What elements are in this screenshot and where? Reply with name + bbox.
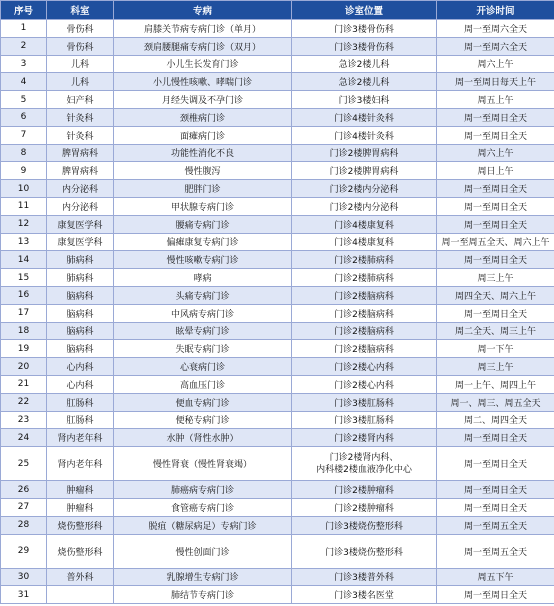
cell-serial: 24 (1, 429, 47, 447)
cell-hours: 周一至周日全天 (437, 447, 554, 481)
cell-hours: 周三上午 (437, 269, 554, 287)
table-row (1, 126, 554, 144)
table-row (1, 586, 554, 604)
table-row (1, 269, 554, 287)
cell-department: 脾胃病科 (47, 144, 114, 162)
cell-specialty: 功能性消化不良 (114, 144, 292, 162)
cell-specialty: 慢性腹泻 (114, 162, 292, 180)
cell-location: 门诊3楼普外科 (292, 568, 437, 586)
cell-specialty: 失眠专病门诊 (114, 340, 292, 358)
cell-specialty: 甲状腺专病门诊 (114, 197, 292, 215)
cell-location: 门诊2楼心内科 (292, 358, 437, 376)
cell-location-line-1: 门诊2楼肾内科、 (329, 452, 399, 463)
cell-serial: 9 (1, 162, 47, 180)
table-row (1, 215, 554, 233)
cell-department: 普外科 (47, 568, 114, 586)
cell-serial: 31 (1, 586, 47, 604)
cell-hours: 周一至周日全天 (437, 251, 554, 269)
table-row (1, 429, 554, 447)
cell-serial: 3 (1, 55, 47, 73)
cell-hours: 周一至周六全天 (437, 20, 554, 38)
table-row (1, 411, 554, 429)
cell-location: 门诊3楼肛肠科 (292, 393, 437, 411)
cell-specialty: 慢性咳嗽专病门诊 (114, 251, 292, 269)
table-row (1, 20, 554, 38)
table-row (1, 340, 554, 358)
cell-serial: 8 (1, 144, 47, 162)
cell-department: 骨伤科 (47, 20, 114, 38)
cell-serial: 19 (1, 340, 47, 358)
cell-department: 脑病科 (47, 340, 114, 358)
cell-serial: 12 (1, 215, 47, 233)
header-department: 科室 (47, 1, 114, 20)
cell-serial: 11 (1, 197, 47, 215)
cell-serial: 2 (1, 37, 47, 55)
cell-hours: 周一至周日全天 (437, 197, 554, 215)
cell-hours: 周一、周三、周五全天 (437, 393, 554, 411)
cell-hours: 周一至周日全天 (437, 108, 554, 126)
table-row (1, 73, 554, 91)
cell-department: 心内科 (47, 358, 114, 376)
cell-location: 门诊2楼脾胃病科 (292, 144, 437, 162)
cell-hours: 周一至周六全天 (437, 37, 554, 55)
cell-hours: 周一至周日全天 (437, 180, 554, 198)
cell-location: 门诊3楼烧伤整形科 (292, 534, 437, 568)
cell-serial: 30 (1, 568, 47, 586)
header-serial: 序号 (1, 1, 47, 20)
cell-serial: 28 (1, 516, 47, 534)
cell-location: 门诊4楼针灸科 (292, 126, 437, 144)
cell-location: 门诊4楼针灸科 (292, 108, 437, 126)
cell-department: 肿瘤科 (47, 498, 114, 516)
cell-serial: 7 (1, 126, 47, 144)
cell-serial: 22 (1, 393, 47, 411)
cell-hours: 周一上午、周四上午 (437, 375, 554, 393)
table-row (1, 37, 554, 55)
cell-location: 急诊2楼儿科 (292, 73, 437, 91)
cell-department: 心内科 (47, 375, 114, 393)
table-row (1, 516, 554, 534)
cell-serial: 5 (1, 91, 47, 109)
table-row (1, 197, 554, 215)
cell-specialty: 腰痛专病门诊 (114, 215, 292, 233)
cell-serial: 14 (1, 251, 47, 269)
cell-specialty: 中风病专病门诊 (114, 304, 292, 322)
cell-specialty: 高血压门诊 (114, 375, 292, 393)
table-row (1, 180, 554, 198)
table-row (1, 233, 554, 251)
table-row (1, 358, 554, 376)
cell-specialty: 偏瘫康复专病门诊 (114, 233, 292, 251)
table-row (1, 251, 554, 269)
cell-specialty: 便血专病门诊 (114, 393, 292, 411)
cell-department: 针灸科 (47, 108, 114, 126)
cell-specialty: 面瘫病门诊 (114, 126, 292, 144)
cell-hours: 周一至周日全天 (437, 586, 554, 604)
cell-hours: 周一至周日全天 (437, 126, 554, 144)
cell-specialty: 便秘专病门诊 (114, 411, 292, 429)
cell-serial: 21 (1, 375, 47, 393)
cell-department: 针灸科 (47, 126, 114, 144)
cell-location-line-2: 内科楼2楼血液净化中心 (316, 464, 412, 475)
cell-department: 肛肠科 (47, 411, 114, 429)
cell-serial: 10 (1, 180, 47, 198)
table-row (1, 304, 554, 322)
cell-location: 急诊2楼儿科 (292, 55, 437, 73)
cell-serial: 16 (1, 286, 47, 304)
cell-specialty: 小儿生长发育门诊 (114, 55, 292, 73)
table-header-row (1, 1, 554, 20)
cell-department: 儿科 (47, 55, 114, 73)
header-location: 诊室位置 (292, 1, 437, 20)
table-row (1, 162, 554, 180)
cell-department: 脾胃病科 (47, 162, 114, 180)
cell-serial: 23 (1, 411, 47, 429)
cell-specialty: 心衰病门诊 (114, 358, 292, 376)
cell-location: 门诊2楼脑病科 (292, 286, 437, 304)
cell-department: 内分泌科 (47, 197, 114, 215)
cell-hours: 周二全天、周三上午 (437, 322, 554, 340)
cell-hours: 周三上午 (437, 358, 554, 376)
cell-department: 妇产科 (47, 91, 114, 109)
table-row (1, 498, 554, 516)
cell-hours: 周一至周日全天 (437, 215, 554, 233)
cell-serial: 26 (1, 481, 47, 499)
cell-hours: 周一至周日全天 (437, 481, 554, 499)
table-row (1, 568, 554, 586)
cell-specialty: 肺结节专病门诊 (114, 586, 292, 604)
cell-hours: 周一至周五全天、周六上午 (437, 233, 554, 251)
cell-serial: 6 (1, 108, 47, 126)
cell-hours: 周一下午 (437, 340, 554, 358)
cell-specialty: 眩晕专病门诊 (114, 322, 292, 340)
cell-location: 门诊2楼心内科 (292, 375, 437, 393)
cell-department: 肺病科 (47, 269, 114, 287)
cell-department: 肾内老年科 (47, 429, 114, 447)
cell-location: 门诊2楼脑病科 (292, 322, 437, 340)
table-row (1, 375, 554, 393)
table-row (1, 144, 554, 162)
cell-hours: 周一至周日全天 (437, 304, 554, 322)
table-row (1, 286, 554, 304)
cell-hours: 周五上午 (437, 91, 554, 109)
cell-hours: 周六上午 (437, 144, 554, 162)
cell-serial: 27 (1, 498, 47, 516)
cell-department: 脑病科 (47, 304, 114, 322)
cell-serial: 29 (1, 534, 47, 568)
table-row (1, 91, 554, 109)
cell-specialty: 头痛专病门诊 (114, 286, 292, 304)
table-row (1, 322, 554, 340)
cell-specialty: 哮病 (114, 269, 292, 287)
cell-hours: 周一至周五全天 (437, 516, 554, 534)
cell-location (292, 447, 437, 481)
cell-serial: 17 (1, 304, 47, 322)
cell-serial: 15 (1, 269, 47, 287)
cell-hours: 周日上午 (437, 162, 554, 180)
cell-location: 门诊2楼脾胃病科 (292, 162, 437, 180)
cell-location: 门诊4楼康复科 (292, 215, 437, 233)
cell-serial: 1 (1, 20, 47, 38)
cell-specialty: 水肿（肾性水肿） (114, 429, 292, 447)
cell-location: 门诊3楼烧伤整形科 (292, 516, 437, 534)
cell-location: 门诊3楼肛肠科 (292, 411, 437, 429)
cell-specialty: 食管癌专病门诊 (114, 498, 292, 516)
cell-location: 门诊2楼内分泌科 (292, 180, 437, 198)
cell-location: 门诊2楼脑病科 (292, 304, 437, 322)
cell-location: 门诊2楼脑病科 (292, 340, 437, 358)
cell-location: 门诊2楼肺病科 (292, 269, 437, 287)
cell-location: 门诊2楼肾内科 (292, 429, 437, 447)
table-row (1, 447, 554, 481)
table-row (1, 481, 554, 499)
cell-serial: 13 (1, 233, 47, 251)
header-specialty: 专病 (114, 1, 292, 20)
cell-location: 门诊2楼肺病科 (292, 251, 437, 269)
cell-department: 肾内老年科 (47, 447, 114, 481)
cell-location: 门诊2楼内分泌科 (292, 197, 437, 215)
cell-hours: 周一至周五全天 (437, 534, 554, 568)
cell-hours: 周一至周日每天上午 (437, 73, 554, 91)
cell-specialty: 肥胖门诊 (114, 180, 292, 198)
cell-serial: 4 (1, 73, 47, 91)
cell-specialty: 慢性肾衰（慢性肾衰竭） (114, 447, 292, 481)
cell-department: 康复医学科 (47, 215, 114, 233)
cell-serial: 20 (1, 358, 47, 376)
cell-specialty: 小儿慢性咳嗽、哮喘门诊 (114, 73, 292, 91)
cell-hours: 周四全天、周六上午 (437, 286, 554, 304)
cell-department: 烧伤整形科 (47, 516, 114, 534)
cell-department: 脑病科 (47, 286, 114, 304)
table-row (1, 534, 554, 568)
cell-department: 肿瘤科 (47, 481, 114, 499)
cell-specialty: 月经失调及不孕门诊 (114, 91, 292, 109)
cell-location: 门诊2楼肿瘤科 (292, 498, 437, 516)
cell-department: 肛肠科 (47, 393, 114, 411)
cell-specialty: 慢性创面门诊 (114, 534, 292, 568)
table-row (1, 55, 554, 73)
cell-department: 儿科 (47, 73, 114, 91)
cell-specialty: 颈肩腰腿痛专病门诊（双月） (114, 37, 292, 55)
cell-hours: 周一至周日全天 (437, 429, 554, 447)
table-row (1, 108, 554, 126)
cell-location: 门诊3楼骨伤科 (292, 20, 437, 38)
cell-department: 肺病科 (47, 251, 114, 269)
cell-hours: 周一至周日全天 (437, 498, 554, 516)
cell-specialty: 肺癌病专病门诊 (114, 481, 292, 499)
cell-department: 康复医学科 (47, 233, 114, 251)
cell-location: 门诊3楼名医堂 (292, 586, 437, 604)
table-row (1, 393, 554, 411)
cell-specialty: 颈椎病门诊 (114, 108, 292, 126)
cell-specialty: 肩膝关节病专病门诊（单月） (114, 20, 292, 38)
cell-department: 脑病科 (47, 322, 114, 340)
cell-serial: 18 (1, 322, 47, 340)
cell-department: 烧伤整形科 (47, 534, 114, 568)
cell-location: 门诊2楼肿瘤科 (292, 481, 437, 499)
cell-location: 门诊3楼妇科 (292, 91, 437, 109)
header-hours: 开诊时间 (437, 1, 554, 20)
cell-serial: 25 (1, 447, 47, 481)
cell-department: 内分泌科 (47, 180, 114, 198)
cell-department (47, 586, 114, 604)
cell-specialty: 乳腺增生专病门诊 (114, 568, 292, 586)
cell-department: 骨伤科 (47, 37, 114, 55)
cell-location: 门诊4楼康复科 (292, 233, 437, 251)
cell-hours: 周二、周四全天 (437, 411, 554, 429)
cell-location: 门诊3楼骨伤科 (292, 37, 437, 55)
cell-hours: 周六上午 (437, 55, 554, 73)
cell-hours: 周五下午 (437, 568, 554, 586)
cell-specialty: 脱疽（糖尿病足）专病门诊 (114, 516, 292, 534)
